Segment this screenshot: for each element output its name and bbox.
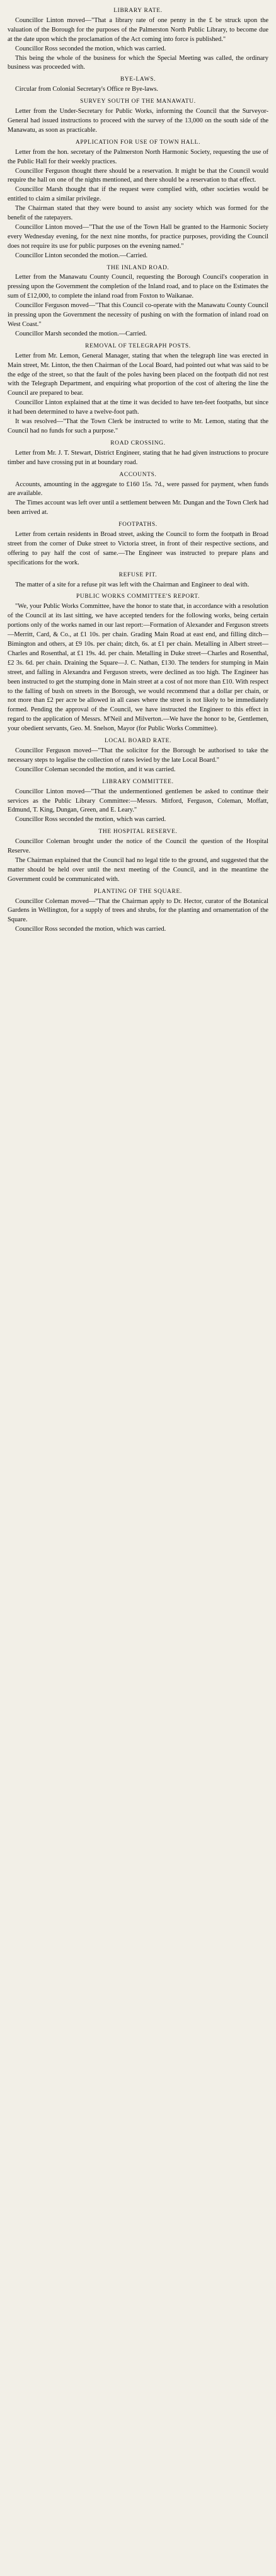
article-section [8, 97, 268, 136]
article-column [8, 0, 268, 935]
paragraph: Councillor Ferguson moved—"That this Council co-operate with the Manawatu County Council in pressing upon the Government the necessity of pushing on with the formation of inland road on West Coast." [8, 302, 268, 328]
paragraph: Councillor Coleman seconded the motion, and it was carried. [15, 766, 176, 773]
paragraph: Councillor Marsh thought that if the request were complied with, other societies would be entitled to claim a similar privilege. [8, 186, 268, 203]
article-section [8, 342, 268, 436]
section-heading: FOOTPATHS. [118, 522, 158, 528]
section-heading: ROAD CROSSING. [110, 440, 166, 446]
paragraph: Councillor Marsh seconded the motion.—Carried. [15, 330, 147, 337]
article-section [8, 75, 268, 95]
section-heading: THE INLAND ROAD. [106, 264, 170, 271]
paragraph: Councillor Linton explained that at the time it was decided to have ten-feet footpaths, but since it had been determined to have a twelve-foot path. [8, 399, 268, 416]
paragraph: The Chairman explained that the Council had no legal title to the ground, and suggested that the matter should be held over until the next meeting of the Council, and in the meantime the Government could be communicated with. [8, 856, 268, 883]
paragraph: The Times account was left over until a settlement between Mr. Dungan and the Town Clerk had been arrived at. [8, 499, 268, 516]
paragraph: Letter from the Under-Secretary for Public Works, informing the Council that the Surveyor-General had issued instructions to proceed with the survey of the 13,000 on the south side of the Manawatu, as soon as practicable. [8, 108, 268, 134]
paragraph: Councillor Linton moved—"That the undermentioned gentlemen be asked to continue their services as the Public Library Committee:—Messrs. Mitford, Ferguson, Coleman, Moffatt, Edmund, T. King, Dungan, Green, and E. Leary." [8, 788, 268, 814]
article-section [8, 778, 268, 825]
paragraph: Letter from the Manawatu County Council, requesting the Borough Council's cooperation in pressing upon the Government the completion of the Inland road, and to place on the Estimates the sum of £12,000, to complete the inland road from Foxton to Waikanae. [8, 274, 268, 300]
section-heading: REFUSE PIT. [118, 571, 158, 578]
paragraph: "We, your Public Works Committee, have the honor to state that, in accordance with a resolution of the Council at its last sitting, we have accepted tenders for the following works, being certain portions only of the works named in our last report:—Formation of Alexander and Ferguson streets—Merritt, Card, & Co., at £1 10s. per chain. Grading Main Road at east end, and filling ditch—Bimington and others, at £9 10s. per chain; ditch, 6s. at £1 per chain. Metalling in Albert street—Charles and Rosenthal, at £1 19s. 4d. per chain. Metalling in Duke street—Charles and Rosenthal, £2 3s. 6d. per chain. Draining the Square—J. C. Nathan, £130. The tenders for stumping in Main street, and falling in Alexandra and Ferguson streets, were declined as too high. The Engineer has been instructed to get the stumping done in Main street at a cost of not more than £10. With respect to the falling of bush on streets in the Borough, we would recommend that a dollar per chain, or not more than £2 per acre be allowed in all cases where the street is not likely to be immediately formed. Pending the approval of the Council, we have instructed the Engineer to this effect in regard to the application of Messrs. M'Neil and Milverton.—We have the honor to be, Gentlemen, your obedient servants, Geo. M. Snelson, Mayor (for Public Works Committee). [8, 603, 268, 733]
article-section [8, 520, 268, 568]
section-heading: LIBRARY RATE. [113, 8, 163, 14]
paragraph: Councillor Linton seconded the motion.—Carried. [15, 252, 148, 259]
paragraph: Councillor Ferguson moved—"That the solicitor for the Borough be authorised to take the necessary steps to legalise the collection of rates levied by the late Local Board." [8, 747, 268, 764]
paragraph: Circular from Colonial Secretary's Office re Bye-laws. [15, 86, 159, 93]
section-heading: APPLICATION FOR USE OF TOWN HALL. [75, 139, 201, 146]
article-section [8, 6, 268, 73]
paragraph: Councillor Coleman moved—"That the Chairman apply to Dr. Hector, curator of the Botanical Gardens in Wellington, for a supply of trees and shrubs, for the planting and ornamentation of the Square. [8, 897, 268, 924]
article-section [8, 470, 268, 518]
section-heading: LOCAL BOARD RATE. [104, 738, 172, 745]
section-heading: LIBRARY COMMITTEE. [102, 778, 174, 785]
article-section [8, 887, 268, 935]
section-heading: THE HOSPITAL RESERVE. [98, 829, 178, 836]
article-section [8, 138, 268, 261]
paragraph: It was resolved—"That the Town Clerk be instructed to write to Mr. Lemon, stating that the Council had no funds for such a purpose." [8, 418, 268, 434]
paragraph: Letter from Mr. Lemon, General Manager, stating that when the telegraph line was erected in Main street, Mr. Linton, the then Chairman of the Local Board, had pointed out what was said to be the edge of the street, so that the fault of the poles having been placed on the footpath did not rest with the Telegraph Department, and enquiring what proportion of the cost of altering the line the Council are prepared to bear. [8, 352, 268, 397]
article-section [8, 264, 268, 339]
article-section [8, 439, 268, 468]
article-section [8, 592, 268, 734]
paragraph: Councillor Linton moved—"That a library rate of one penny in the £ be struck upon the valuation of the Borough for the purposes of the Palmerston North Public Library, to become due at the date upon which the proclamation of the Act coming into force is published." [8, 16, 268, 43]
paragraph: Councillor Coleman brought under the notice of the Council the question of the Hospital Reserve. [8, 838, 268, 855]
paragraph: The matter of a site for a refuse pit was left with the Chairman and Engineer to deal with. [15, 581, 250, 588]
paragraph: This being the whole of the business for which the Special Meeting was called, the ordinary business was proceeded with. [8, 54, 268, 71]
paragraph: Letter from certain residents in Broad street, asking the Council to form the footpath in Broad street from the corner of Duke street to Victoria street, in front of their respective sections, and offering to pay half the cost of same.—The Engineer was instructed to prepare plans and specifications for the work. [8, 531, 268, 566]
article-section [8, 827, 268, 884]
article-section [8, 571, 268, 590]
paragraph: Letter from Mr. J. T. Stewart, District Engineer, stating that he had given instructions to procure timber and have crossing put in at boundary road. [8, 449, 268, 466]
section-heading: PLANTING OF THE SQUARE. [94, 888, 182, 895]
paragraph: Councillor Linton moved—"That the use of the Town Hall be granted to the Harmonic Society every Wednesday evening, for the next nine months, for practice purposes, providing the Council does not require its use for public purposes on the evening named." [8, 223, 268, 250]
paragraph: Accounts, amounting in the aggregate to £160 15s. 7d., were passed for payment, when funds are available. [8, 481, 268, 498]
section-heading: PUBLIC WORKS COMMITTEE'S REPORT. [76, 593, 200, 600]
paragraph: Letter from the hon. secretary of the Palmerston North Harmonic Society, requesting the use of the Public Hall for their weekly practices. [8, 148, 268, 165]
article-section [8, 737, 268, 775]
paragraph: Councillor Ross seconded the motion, which was carried. [15, 45, 166, 52]
section-heading: REMOVAL OF TELEGRAPH POSTS. [85, 342, 191, 349]
paragraph: Councillor Ross seconded the motion, which was carried. [15, 816, 166, 824]
section-heading: BYE-LAWS. [120, 76, 156, 83]
paragraph: The Chairman stated that they were bound to assist any society which was formed for the benefit of the ratepayers. [8, 205, 268, 222]
section-heading: ACCOUNTS. [119, 471, 157, 478]
section-heading: SURVEY SOUTH OF THE MANAWATU. [80, 98, 196, 105]
paragraph: Councillor Ferguson thought there should be a reservation. It might be that the Council would require the hall on one of the nights mentioned, and there should be a reservation to that effect. [8, 167, 268, 184]
paragraph: Councillor Ross seconded the motion, which was carried. [15, 926, 166, 933]
